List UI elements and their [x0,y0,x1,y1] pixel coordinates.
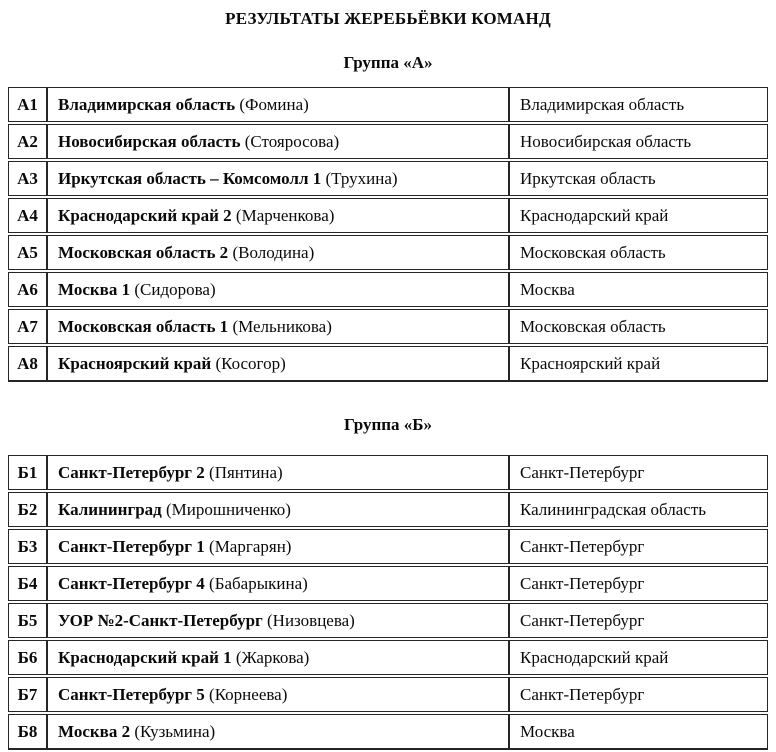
team-cell [47,235,509,270]
region-cell [509,640,768,675]
team-cell [47,346,509,382]
draw-code: Б8 [17,721,38,741]
draw-code: А4 [17,205,38,225]
draw-code-cell [8,309,47,344]
team-name: Краснодарский край 2 [58,205,232,225]
draw-code: Б4 [17,573,38,593]
team-name: Краснодарский край 1 [58,647,232,667]
region-name: Санкт-Петербург [520,462,645,482]
draw-code: А2 [17,131,38,151]
coach-name: (Мирошниченко) [161,499,291,519]
draw-code-cell [8,566,47,601]
page-title: РЕЗУЛЬТАТЫ ЖЕРЕБЬЁВКИ КОМАНД [225,9,551,28]
region-name: Москва [520,721,575,741]
draw-code: А3 [17,168,38,188]
draw-code-cell [8,346,47,382]
table-row [8,640,768,675]
team-cell [47,640,509,675]
team-name: Иркутская область – Комсомолл 1 [58,168,322,188]
coach-name: (Бабарыкина) [204,573,308,593]
region-cell [509,492,768,527]
region-name: Красноярский край [520,353,661,373]
draw-code-cell [8,529,47,564]
table-row [8,272,768,307]
team-name: Новосибирская область [58,131,241,151]
coach-name: (Косогор) [211,353,286,373]
region-name: Санкт-Петербург [520,610,645,630]
region-cell [509,603,768,638]
region-name: Санкт-Петербург [520,536,645,556]
coach-name: (Володина) [228,242,315,262]
region-name: Краснодарский край [520,205,669,225]
group-a-table [8,85,768,384]
team-name: Санкт-Петербург 5 [58,684,205,704]
region-name: Московская область [520,242,666,262]
coach-name: (Низовцева) [262,610,355,630]
region-name: Санкт-Петербург [520,573,645,593]
coach-name: (Сидорова) [130,279,216,299]
region-cell [509,566,768,601]
team-cell [47,492,509,527]
region-cell [509,346,768,382]
team-cell [47,566,509,601]
draw-code: А8 [17,353,38,373]
region-name: Иркутская область [520,168,656,188]
draw-code-cell [8,603,47,638]
table-row [8,455,768,490]
draw-code-cell [8,272,47,307]
region-cell [509,124,768,159]
draw-code-cell [8,198,47,233]
coach-name: (Мельникова) [228,316,332,336]
table-row [8,235,768,270]
coach-name: (Маргарян) [204,536,292,556]
team-name: Санкт-Петербург 2 [58,462,205,482]
region-cell [509,198,768,233]
draw-code-cell [8,455,47,490]
team-name: Санкт-Петербург 4 [58,573,205,593]
team-cell [47,272,509,307]
team-cell [47,455,509,490]
team-cell [47,87,509,122]
table-row [8,309,768,344]
coach-name: (Трухина) [321,168,398,188]
coach-name: (Фомина) [235,94,309,114]
table-row [8,529,768,564]
team-name: Москва 1 [58,279,131,299]
team-name: Красноярский край [58,353,212,373]
region-cell [509,235,768,270]
table-row [8,677,768,712]
table-row [8,346,768,382]
team-name: Московская область 1 [58,316,229,336]
table-row [8,603,768,638]
draw-code: Б1 [17,462,38,482]
draw-code: Б6 [17,647,38,667]
coach-name: (Стояросова) [240,131,340,151]
group-b-table [8,453,768,752]
table-row [8,492,768,527]
table-row [8,124,768,159]
team-cell [47,603,509,638]
coach-name: (Корнеева) [204,684,288,704]
draw-code-cell [8,87,47,122]
table-row [8,198,768,233]
draw-code: А6 [17,279,38,299]
coach-name: (Пянтина) [204,462,283,482]
draw-code-cell [8,161,47,196]
region-cell [509,677,768,712]
draw-code: А5 [17,242,38,262]
team-name: Санкт-Петербург 1 [58,536,205,556]
region-cell [509,309,768,344]
team-cell [47,529,509,564]
draw-code: А7 [17,316,38,336]
team-name: Владимирская область [58,94,236,114]
coach-name: (Марченкова) [231,205,335,225]
draw-code-cell [8,714,47,750]
group-b-section [0,414,776,752]
table-row [8,161,768,196]
region-name: Краснодарский край [520,647,669,667]
region-cell [509,161,768,196]
region-name: Московская область [520,316,666,336]
draw-code-cell [8,640,47,675]
team-cell [47,124,509,159]
region-cell [509,529,768,564]
table-row [8,566,768,601]
coach-name: (Кузьмина) [130,721,216,741]
draw-code: Б7 [17,684,38,704]
draw-code-cell [8,492,47,527]
team-cell [47,161,509,196]
region-name: Новосибирская область [520,131,692,151]
region-name: Москва [520,279,575,299]
draw-code: А1 [17,94,38,114]
table-row [8,87,768,122]
team-name: Московская область 2 [58,242,229,262]
draw-code: Б3 [17,536,38,556]
region-name: Санкт-Петербург [520,684,645,704]
draw-code: Б2 [17,499,38,519]
team-cell [47,677,509,712]
region-cell [509,714,768,750]
region-name: Владимирская область [520,94,685,114]
draw-code: Б5 [17,610,38,630]
region-name: Калининградская область [520,499,706,519]
team-cell [47,198,509,233]
draw-code-cell [8,124,47,159]
draw-code-cell [8,235,47,270]
team-cell [47,714,509,750]
draw-code-cell [8,677,47,712]
group-a-section [0,52,776,384]
region-cell [509,455,768,490]
group-a-label: Группа «А» [343,53,433,72]
region-cell [509,87,768,122]
team-name: Калининград [58,499,162,519]
coach-name: (Жаркова) [231,647,310,667]
group-b-label: Группа «Б» [343,415,433,434]
team-name: Москва 2 [58,721,131,741]
team-cell [47,309,509,344]
table-row [8,714,768,750]
team-name: УОР №2-Санкт-Петербург [58,610,263,630]
region-cell [509,272,768,307]
